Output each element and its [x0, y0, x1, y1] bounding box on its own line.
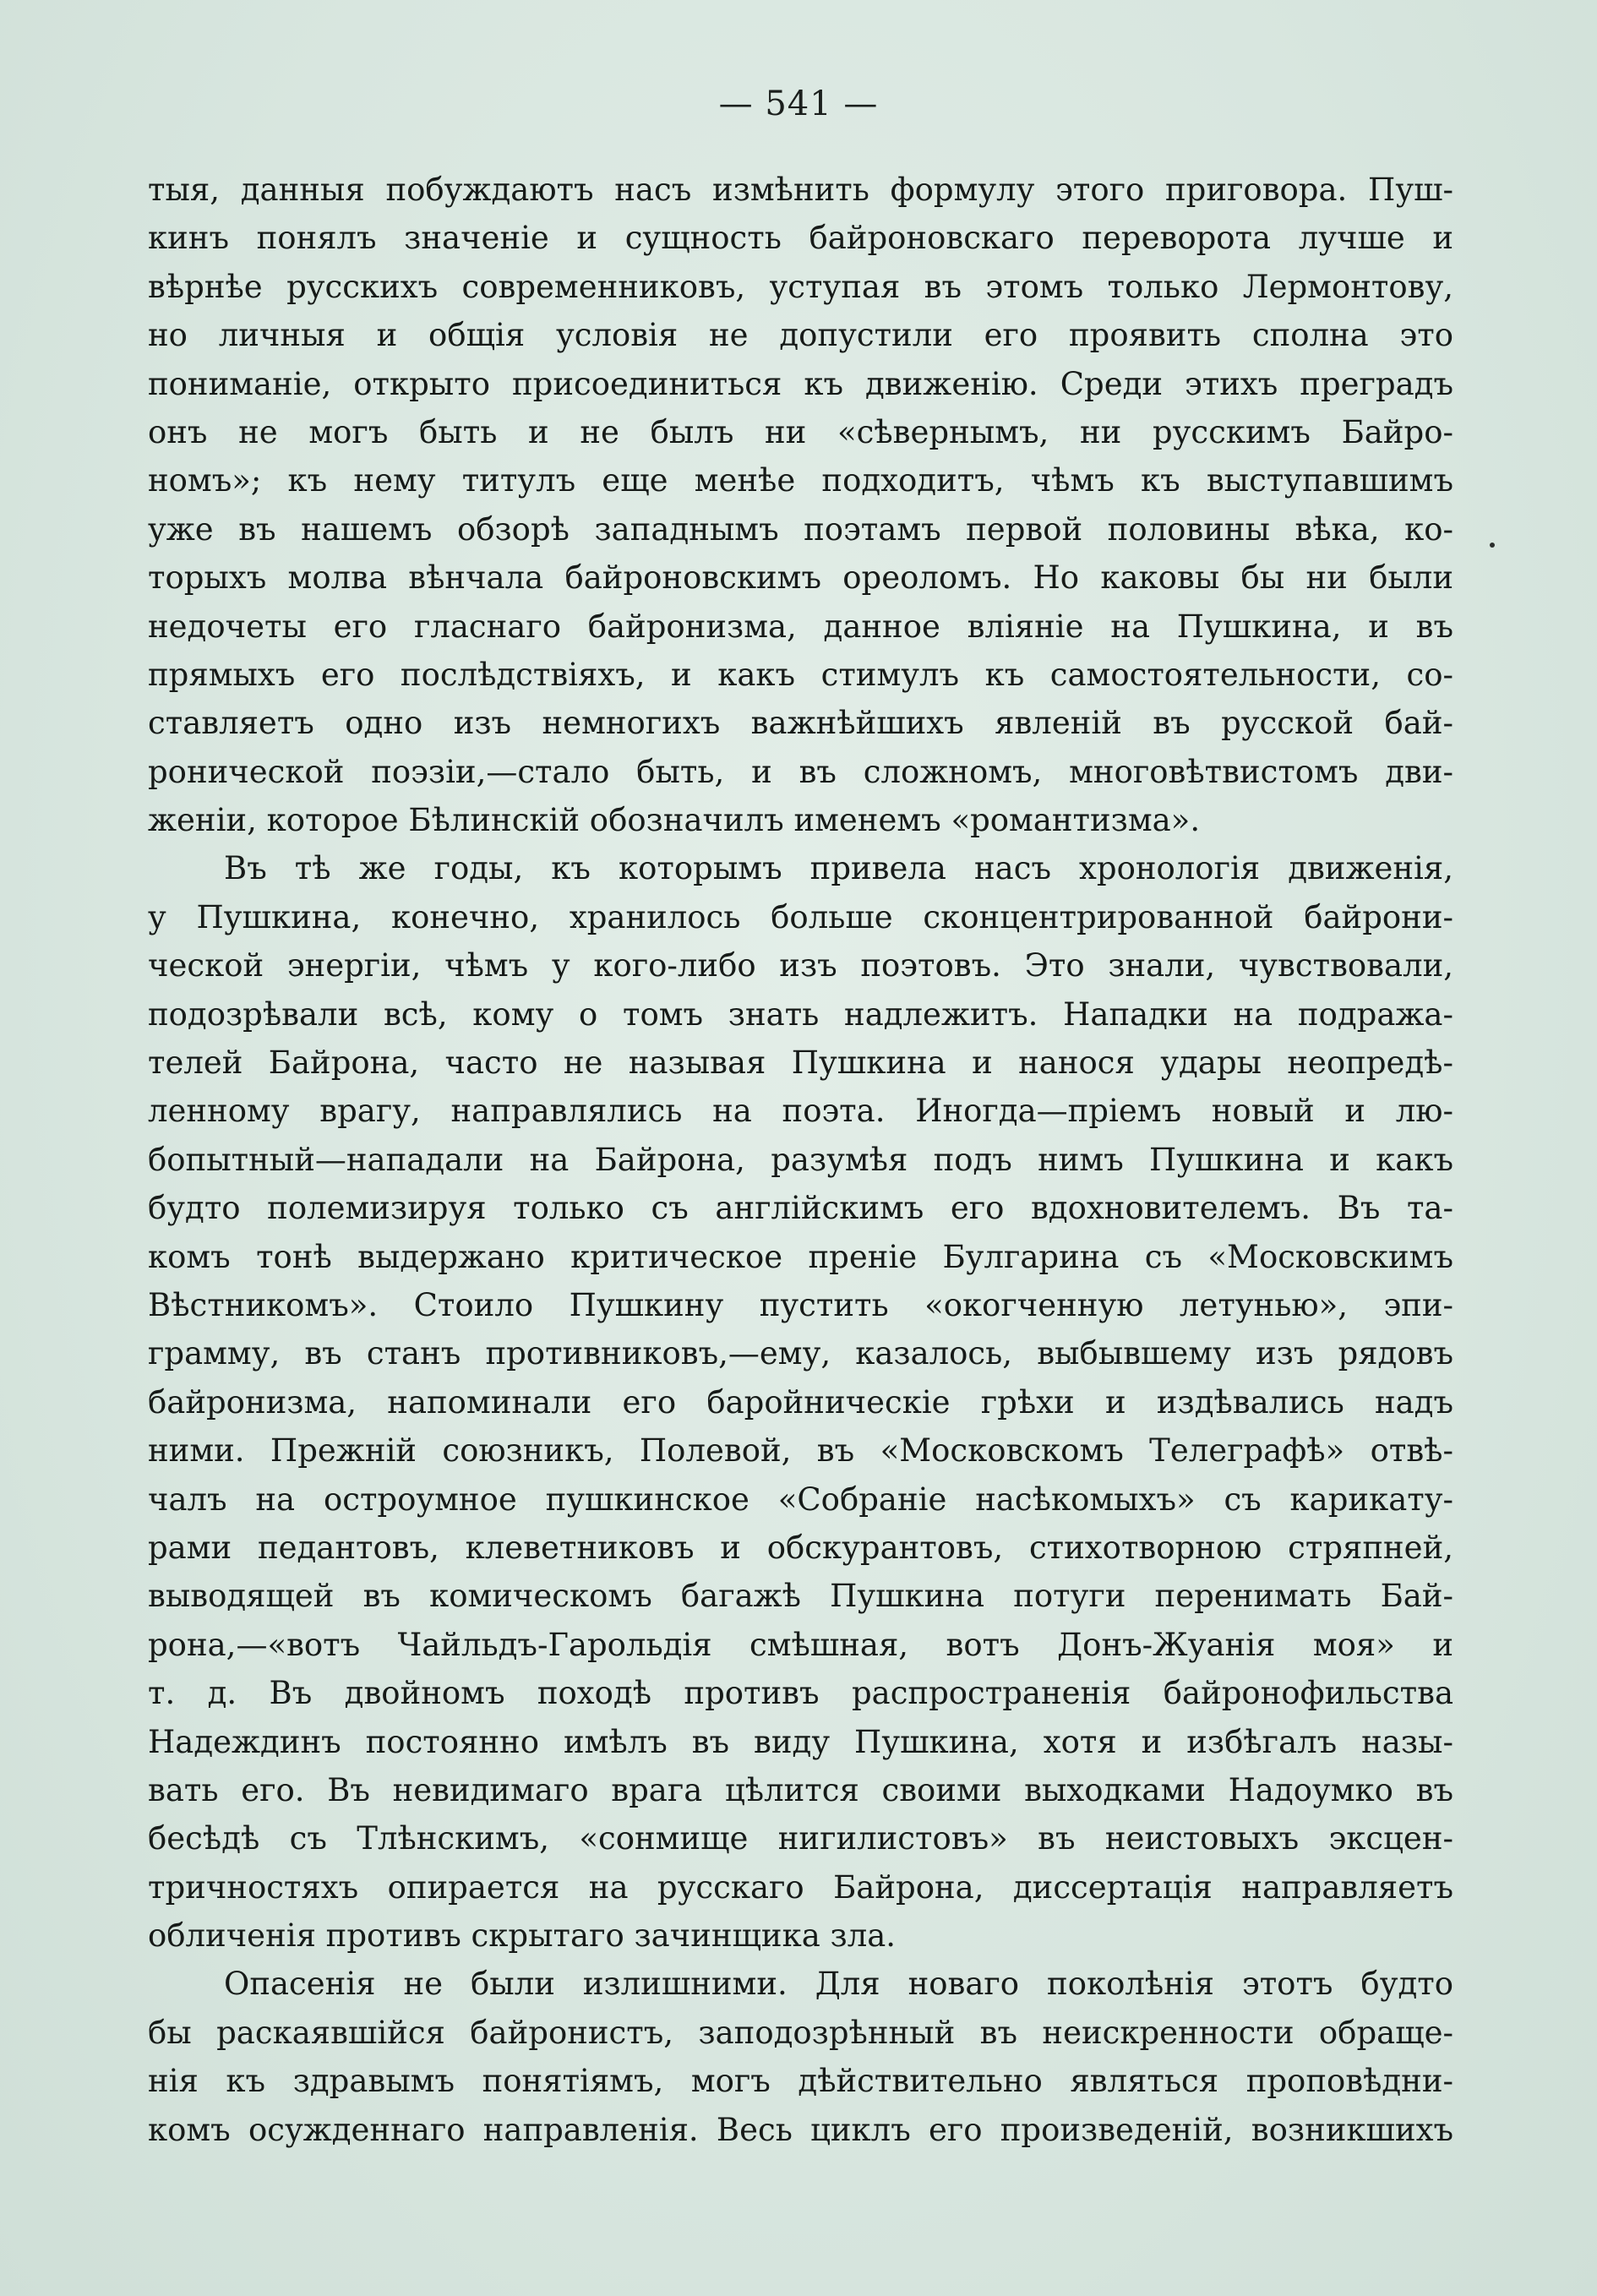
text-line: комъ осужденнаго направленія. Весь циклъ его произведеній, возникшихъ [148, 2111, 1453, 2148]
text-line: Надеждинъ постоянно имѣлъ въ виду Пушкина, хотя и избѣгалъ назы- [148, 1723, 1453, 1760]
text-line: женіи, которое Бѣлинскій обозначилъ именемъ «романтизма». [148, 802, 1201, 839]
text-line: комъ тонѣ выдержано критическое преніе Булгарина съ «Московскимъ [148, 1238, 1453, 1275]
text-line: бесѣдѣ съ Тлѣнскимъ, «сонмище нигилистовъ» въ неистовыхъ эксцен- [148, 1820, 1453, 1857]
text-line: недочеты его гласнаго байронизма, данное вліяніе на Пушкина, и въ [148, 608, 1453, 645]
text-line: Вѣстникомъ». Стоило Пушкину пустить «окогченную летунью», эпи- [148, 1286, 1453, 1323]
text-line: онъ не могъ быть и не былъ ни «сѣвернымъ, ни русскимъ Байро- [148, 413, 1453, 450]
text-line: выводящей въ комическомъ багажѣ Пушкина потуги перенимать Бай- [148, 1578, 1453, 1615]
text-line: Опасенія не были излишними. Для новаго поколѣнія этотъ будто [224, 1966, 1453, 2003]
text-line: т. д. Въ двойномъ походѣ противъ распространенія байронофильства [148, 1675, 1453, 1712]
ink-speck [1490, 543, 1495, 548]
paragraph [148, 844, 1453, 1960]
text-line: вѣрнѣе русскихъ современниковъ, уступая въ этомъ только Лермонтову, [148, 268, 1453, 305]
text-line: грамму, въ станъ противниковъ,—ему, казалось, выбывшему изъ рядовъ [148, 1335, 1453, 1372]
text-line: бопытный—нападали на Байрона, разумѣя подъ нимъ Пушкина и какъ [148, 1141, 1453, 1178]
text-line: пониманіе, открыто присоединиться къ движенію. Среди этихъ преградъ [148, 365, 1453, 402]
text-line: вать его. Въ невидимаго врага цѣлится своими выходками Надоумко въ [148, 1771, 1453, 1808]
text-line: рами педантовъ, клеветниковъ и обскурантовъ, стихотворною стряпней, [148, 1529, 1453, 1566]
text-line: ческой энергіи, чѣмъ у кого-либо изъ поэтовъ. Это знали, чувствовали, [148, 947, 1453, 984]
page-number: — 541 — [718, 85, 879, 123]
text-line: нія къ здравымъ понятіямъ, могъ дѣйствительно являться проповѣдни- [148, 2063, 1453, 2100]
text-line: бы раскаявшійся байронистъ, заподозрѣнный въ неискренности обраще- [148, 2014, 1453, 2051]
text-line: торыхъ молва вѣнчала байроновскимъ ореоломъ. Но каковы бы ни были [148, 559, 1453, 597]
body-text [148, 166, 1453, 2154]
text-line: ставляетъ одно изъ немногихъ важнѣйшихъ явленій въ русской бай- [148, 705, 1453, 742]
paragraph [148, 166, 1453, 844]
text-line: телей Байрона, часто не называя Пушкина и нанося удары неопредѣ- [148, 1044, 1453, 1082]
text-line: подозрѣвали всѣ, кому о томъ знать надлежитъ. Нападки на подража- [148, 995, 1453, 1033]
text-line: тричностяхъ опирается на русскаго Байрона, диссертація направляетъ [148, 1868, 1453, 1906]
text-line: у Пушкина, конечно, хранилось больше сконцентрированной байрони- [148, 898, 1453, 935]
text-line: байронизма, напоминали его баройническіе грѣхи и издѣвались надъ [148, 1383, 1453, 1421]
text-line: обличенія противъ скрытаго зачинщика зла. [148, 1917, 897, 1955]
text-line: рона,—«вотъ Чайльдъ-Гарольдія смѣшная, вотъ Донъ-Жуанія моя» и [148, 1626, 1453, 1663]
text-line: номъ»; къ нему титулъ еще менѣе подходитъ, чѣмъ къ выступавшимъ [148, 462, 1453, 499]
text-line: уже въ нашемъ обзорѣ западнымъ поэтамъ первой половины вѣка, ко- [148, 510, 1453, 548]
paragraph [148, 1960, 1453, 2154]
text-line: ронической поэзіи,—стало быть, и въ сложномъ, многовѣтвистомъ дви- [148, 753, 1453, 790]
text-line: ними. Прежній союзникъ, Полевой, въ «Московскомъ Телеграфѣ» отвѣ- [148, 1432, 1453, 1470]
text-line: кинъ понялъ значеніе и сущность байроновскаго переворота лучше и [148, 220, 1453, 257]
text-line: будто полемизируя только съ англійскимъ его вдохновителемъ. Въ та- [148, 1190, 1453, 1227]
text-line: Въ тѣ же годы, къ которымъ привела насъ хронологія движенія, [224, 850, 1453, 887]
text-line: чалъ на остроумное пушкинское «Собраніе насѣкомыхъ» съ карикату- [148, 1481, 1453, 1518]
text-line: прямыхъ его послѣдствіяхъ, и какъ стимулъ къ самостоятельности, со- [148, 656, 1453, 693]
text-line: ленному врагу, направлялись на поэта. Иногда—пріемъ новый и лю- [148, 1093, 1453, 1130]
text-line: тыя, данныя побуждаютъ насъ измѣнить формулу этого приговора. Пуш- [148, 172, 1453, 208]
text-line: но личныя и общія условія не допустили его проявить сполна это [148, 317, 1453, 354]
